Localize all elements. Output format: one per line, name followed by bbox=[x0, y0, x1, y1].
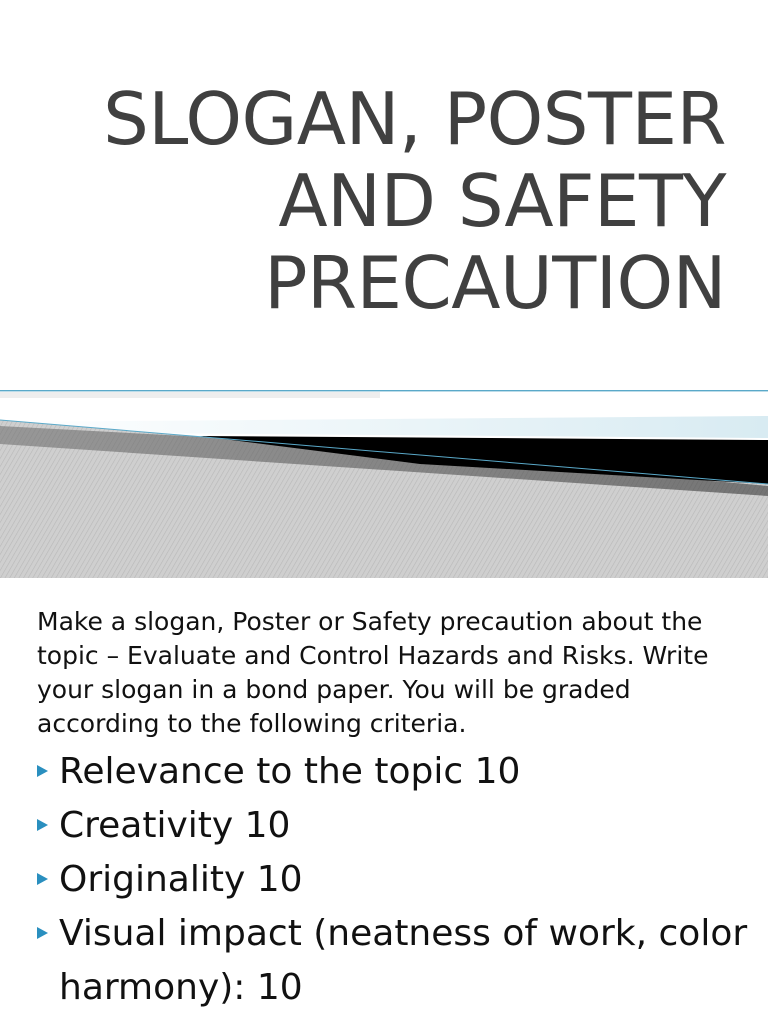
criteria-item bbox=[37, 745, 749, 799]
triangle-bullet-icon bbox=[37, 819, 48, 831]
triangle-bullet-icon bbox=[37, 873, 48, 885]
slide-title: SLOGAN, POSTER AND SAFETY PRECAUTION bbox=[103, 77, 726, 325]
criteria-label: Creativity 10 bbox=[59, 805, 291, 846]
triangle-bullet-icon bbox=[37, 927, 48, 939]
slide-body bbox=[37, 605, 749, 1015]
triangle-bullet-icon bbox=[37, 765, 48, 777]
criteria-item bbox=[37, 853, 749, 907]
criteria-label: Visual impact (neatness of work, color harmony): 10 bbox=[59, 913, 748, 1008]
instructions-text: Make a slogan, Poster or Safety precaution about the topic – Evaluate and Control Hazards and Risks. Write your slogan in a bond paper. You will be graded according to the following criteria. bbox=[37, 607, 709, 738]
criteria-label: Originality 10 bbox=[59, 859, 303, 900]
accent-line bbox=[0, 390, 768, 391]
decorative-banner bbox=[0, 386, 768, 578]
criteria-label: Relevance to the topic 10 bbox=[59, 751, 521, 792]
criteria-item bbox=[37, 799, 749, 853]
criteria-item bbox=[37, 907, 749, 1015]
criteria-list bbox=[37, 745, 749, 1015]
